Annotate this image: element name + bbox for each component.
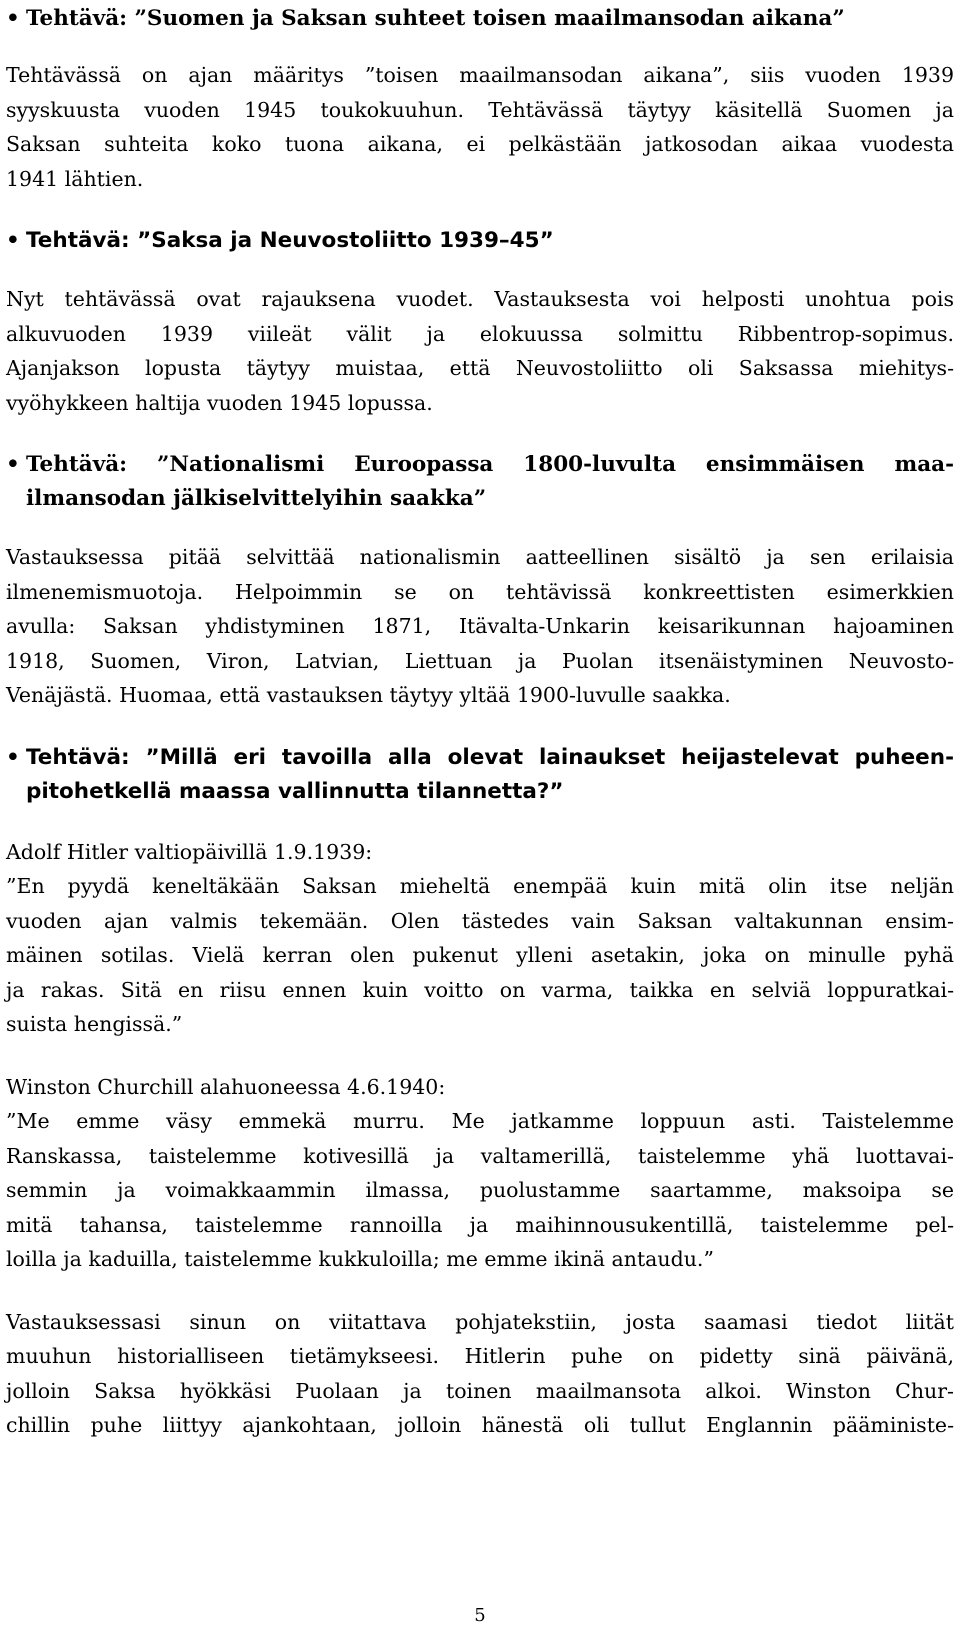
task-heading-4 [6, 741, 954, 809]
task-heading-4-line: pitohetkellä maassa vallinnutta tilannetta?” [26, 778, 564, 804]
bullet-icon: • [6, 228, 20, 253]
task-heading-1 [6, 2, 954, 36]
task-paragraph-1 [6, 58, 954, 196]
quote-line: ja rakas. Sitä en riisu ennen kuin voitto on varma, taikka en selviä loppuratkai- [6, 977, 954, 1002]
task-heading-3 [6, 448, 954, 516]
paragraph-line: jolloin Saksa hyökkäsi Puolaan ja toinen maailmansota alkoi. Winston Chur- [6, 1378, 954, 1403]
paragraph-line: syyskuusta vuoden 1945 toukokuuhun. Tehtävässä täytyy käsitellä Suomen ja [6, 97, 954, 122]
quote-churchill [6, 1070, 954, 1277]
paragraph-line: chillin puhe liittyy ajankohtaan, jolloin hänestä oli tullut Englannin pääministe- [6, 1413, 954, 1437]
task-heading-2-text: Tehtävä: ”Saksa ja Neuvostoliitto 1939–45” [26, 228, 554, 253]
task-paragraph-3 [6, 540, 954, 713]
quote-line: ”Me emme väsy emmekä murru. Me jatkamme loppuun asti. Taistelemme [6, 1109, 954, 1133]
quote-line: suista hengissä.” [6, 1012, 183, 1036]
task-heading-1-text: Tehtävä: ”Suomen ja Saksan suhteet toisen maailmansodan aikana” [26, 6, 845, 31]
task-heading-3-line: Tehtävä: ”Nationalismi Euroopassa 1800-luvulta ensimmäisen maa- [26, 452, 954, 477]
task-paragraph-2 [6, 282, 954, 420]
paragraph-line: avulla: Saksan yhdistyminen 1871, Itävalta-Unkarin keisarikunnan hajoaminen [6, 614, 954, 638]
bullet-icon: • [6, 744, 20, 770]
bullet-icon: • [6, 6, 20, 31]
task-heading-4-line: Tehtävä: ”Millä eri tavoilla alla olevat lainaukset heijastelevat puheen- [26, 744, 954, 770]
paragraph-line: Tehtävässä on ajan määritys ”toisen maailmansodan aikana”, siis vuoden 1939 [6, 63, 954, 87]
paragraph-line: Venäjästä. Huomaa, että vastauksen täytyy yltää 1900-luvulle saakka. [6, 683, 731, 707]
paragraph-line: vyöhykkeen haltija vuoden 1945 lopussa. [6, 390, 433, 415]
quote-line: Ranskassa, taistelemme kotivesillä ja valtamerillä, taistelemme yhä luottavai- [6, 1143, 954, 1168]
paragraph-line: Vastauksessasi sinun on viitattava pohjatekstiin, josta saamasi tiedot liität [6, 1309, 954, 1334]
bullet-icon: • [6, 452, 20, 477]
page-number: 5 [474, 1605, 486, 1626]
paragraph-line: Ajanjakson lopusta täytyy muistaa, että Neuvostoliitto oli Saksassa miehitys- [6, 356, 954, 380]
page-content [6, 0, 954, 1443]
paragraph-line: Vastauksessa pitää selvittää nationalismin aatteellinen sisältö ja sen erilaisia [6, 545, 954, 569]
paragraph-line: 1918, Suomen, Viron, Latvian, Liettuan ja Puolan itsenäistyminen Neuvosto- [6, 648, 954, 673]
quote-line: mitä tahansa, taistelemme rannoilla ja maihinnousukentillä, taistelemme pel- [6, 1212, 954, 1237]
quote-hitler [6, 835, 954, 1042]
closing-paragraph [6, 1305, 954, 1443]
paragraph-line: Saksan suhteita koko tuona aikana, ei pelkästään jatkosodan aikaa vuodesta [6, 132, 954, 156]
quote-line: semmin ja voimakkaammin ilmassa, puolustamme saartamme, maksoipa se [6, 1178, 954, 1202]
paragraph-line: 1941 lähtien. [6, 166, 144, 191]
paragraph-line: muuhun historialliseen tietämykseesi. Hitlerin puhe on pidetty sinä päivänä, [6, 1344, 954, 1368]
paragraph-line: Nyt tehtävässä ovat rajauksena vuodet. Vastauksesta voi helposti unohtua pois [6, 287, 954, 311]
quote-line: loilla ja kaduilla, taistelemme kukkuloilla; me emme ikinä antaudu.” [6, 1247, 714, 1271]
quote-source: Winston Churchill alahuoneessa 4.6.1940: [6, 1074, 446, 1099]
paragraph-line: ilmenemismuotoja. Helpoimmin se on tehtävissä konkreettisten esimerkkien [6, 579, 954, 604]
paragraph-line: alkuvuoden 1939 viileät välit ja elokuussa solmittu Ribbentrop-sopimus. [6, 321, 954, 346]
quote-line: mäinen sotilas. Vielä kerran olen pukenut ylleni asetakin, joka on minulle pyhä [6, 943, 954, 967]
quote-line: vuoden ajan valmis tekemään. Olen tästedes vain Saksan valtakunnan ensim- [6, 908, 954, 933]
quote-line: ”En pyydä keneltäkään Saksan mieheltä enempää kuin mitä olin itse neljän [6, 874, 954, 898]
task-heading-3-line: ilmansodan jälkiselvittelyihin saakka” [26, 486, 487, 511]
quote-source: Adolf Hitler valtiopäivillä 1.9.1939: [6, 839, 373, 864]
task-heading-2 [6, 224, 954, 258]
